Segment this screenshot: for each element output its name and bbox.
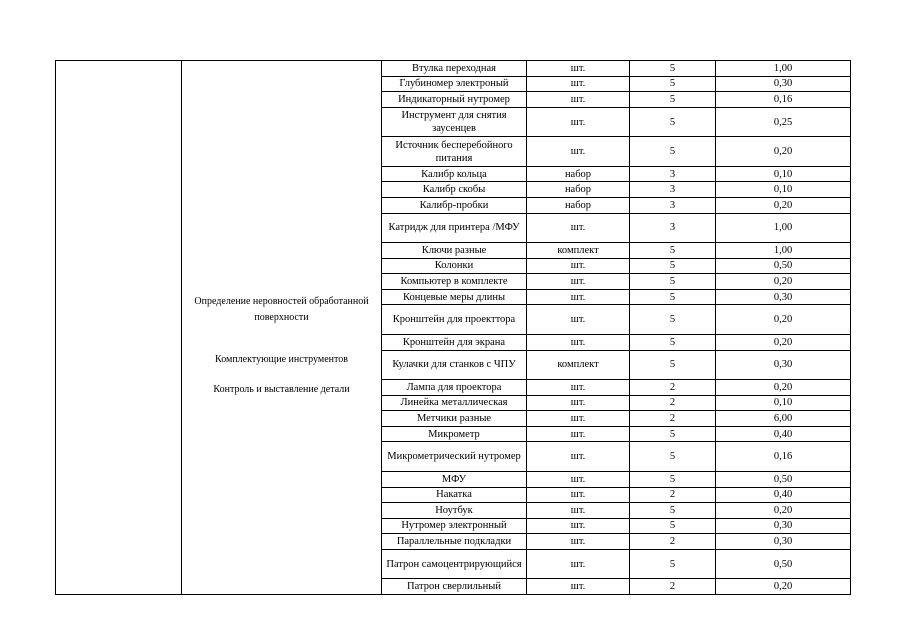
quantity-cell: 2 (630, 380, 716, 396)
unit-cell: шт. (527, 518, 630, 534)
item-name-cell: Калибр-пробки (382, 197, 527, 213)
item-name-cell: Параллельные подкладки (382, 534, 527, 550)
quantity-cell: 2 (630, 395, 716, 411)
value-cell: 0,30 (716, 76, 851, 92)
section-spacer (184, 368, 379, 382)
unit-cell: набор (527, 166, 630, 182)
unit-cell: шт. (527, 442, 630, 472)
item-name-cell: Кулачки для станков с ЧПУ (382, 350, 527, 380)
unit-cell: шт. (527, 411, 630, 427)
item-name-cell: Линейка металлическая (382, 395, 527, 411)
unit-cell: шт. (527, 395, 630, 411)
unit-cell: шт. (527, 503, 630, 519)
value-cell: 0,30 (716, 518, 851, 534)
value-cell: 0,10 (716, 166, 851, 182)
quantity-cell: 5 (630, 243, 716, 259)
quantity-cell: 2 (630, 534, 716, 550)
quantity-cell: 5 (630, 76, 716, 92)
item-name-cell: Кронштейн для проекттора (382, 305, 527, 335)
table-row (56, 61, 851, 77)
quantity-cell: 5 (630, 518, 716, 534)
section-block (184, 257, 379, 398)
value-cell: 0,20 (716, 579, 851, 595)
unit-cell: шт. (527, 76, 630, 92)
value-cell: 0,20 (716, 305, 851, 335)
unit-cell: шт. (527, 534, 630, 550)
unit-cell: шт. (527, 549, 630, 579)
unit-cell: шт. (527, 289, 630, 305)
equipment-table-body (56, 61, 851, 595)
value-cell: 0,20 (716, 137, 851, 167)
value-cell: 0,20 (716, 503, 851, 519)
quantity-cell: 5 (630, 503, 716, 519)
item-name-cell: Патрон сверлильный (382, 579, 527, 595)
value-cell: 0,50 (716, 471, 851, 487)
quantity-cell: 5 (630, 92, 716, 108)
quantity-cell: 5 (630, 258, 716, 274)
quantity-cell: 3 (630, 213, 716, 243)
unit-cell: шт. (527, 137, 630, 167)
equipment-table (55, 60, 851, 595)
section-label-3: Контроль и выставление детали (213, 383, 350, 395)
item-name-cell: Метчики разные (382, 411, 527, 427)
unit-cell: шт. (527, 258, 630, 274)
quantity-cell: 2 (630, 487, 716, 503)
item-name-cell: Глубиномер электроный (382, 76, 527, 92)
unit-cell: набор (527, 197, 630, 213)
item-name-cell: Патрон самоцентрирующийся (382, 549, 527, 579)
item-name-cell: Микрометрический нутромер (382, 442, 527, 472)
quantity-cell: 5 (630, 471, 716, 487)
value-cell: 0,50 (716, 258, 851, 274)
value-cell: 0,25 (716, 107, 851, 137)
item-name-cell: Нутромер электронный (382, 518, 527, 534)
value-cell: 0,20 (716, 334, 851, 350)
item-name-cell: Источник бесперебойного питания (382, 137, 527, 167)
value-cell: 0,20 (716, 380, 851, 396)
value-cell: 0,30 (716, 534, 851, 550)
unit-cell: комплект (527, 350, 630, 380)
unit-cell: шт. (527, 107, 630, 137)
item-name-cell: Калибр кольца (382, 166, 527, 182)
quantity-cell: 5 (630, 289, 716, 305)
unit-cell: набор (527, 182, 630, 198)
unit-cell: комплект (527, 243, 630, 259)
value-cell: 0,16 (716, 92, 851, 108)
quantity-cell: 5 (630, 549, 716, 579)
unit-cell: шт. (527, 305, 630, 335)
quantity-cell: 5 (630, 334, 716, 350)
blank-column-cell (56, 61, 182, 595)
item-name-cell: Калибр скобы (382, 182, 527, 198)
unit-cell: шт. (527, 471, 630, 487)
value-cell: 0,30 (716, 289, 851, 305)
unit-cell: шт. (527, 213, 630, 243)
quantity-cell: 5 (630, 350, 716, 380)
unit-cell: шт. (527, 487, 630, 503)
value-cell: 0,20 (716, 274, 851, 290)
section-spacer (184, 326, 379, 352)
value-cell: 0,10 (716, 182, 851, 198)
unit-cell: шт. (527, 579, 630, 595)
item-name-cell: Лампа для проектора (382, 380, 527, 396)
value-cell: 0,16 (716, 442, 851, 472)
item-name-cell: Индикаторный нутромер (382, 92, 527, 108)
quantity-cell: 5 (630, 305, 716, 335)
value-cell: 0,30 (716, 350, 851, 380)
value-cell: 1,00 (716, 213, 851, 243)
value-cell: 0,10 (716, 395, 851, 411)
item-name-cell: Концевые меры длины (382, 289, 527, 305)
item-name-cell: Колонки (382, 258, 527, 274)
item-name-cell: Кронштейн для экрана (382, 334, 527, 350)
item-name-cell: Втулка переходная (382, 61, 527, 77)
unit-cell: шт. (527, 61, 630, 77)
section-cell (182, 61, 382, 595)
section-label-1: Определение неровностей обработанной поверхности (194, 295, 369, 323)
value-cell: 0,50 (716, 549, 851, 579)
item-name-cell: Компьютер в комплекте (382, 274, 527, 290)
quantity-cell: 5 (630, 442, 716, 472)
item-name-cell: Накатка (382, 487, 527, 503)
value-cell: 0,40 (716, 487, 851, 503)
value-cell: 0,20 (716, 197, 851, 213)
value-cell: 1,00 (716, 243, 851, 259)
unit-cell: шт. (527, 334, 630, 350)
quantity-cell: 5 (630, 107, 716, 137)
quantity-cell: 3 (630, 182, 716, 198)
unit-cell: шт. (527, 380, 630, 396)
value-cell: 1,00 (716, 61, 851, 77)
quantity-cell: 3 (630, 197, 716, 213)
quantity-cell: 5 (630, 274, 716, 290)
quantity-cell: 2 (630, 411, 716, 427)
quantity-cell: 2 (630, 579, 716, 595)
quantity-cell: 5 (630, 61, 716, 77)
value-cell: 0,40 (716, 426, 851, 442)
unit-cell: шт. (527, 274, 630, 290)
value-cell: 6,00 (716, 411, 851, 427)
quantity-cell: 5 (630, 137, 716, 167)
item-name-cell: Катридж для принтера /МФУ (382, 213, 527, 243)
section-label-2: Комплектующие инструментов (215, 353, 348, 365)
item-name-cell: МФУ (382, 471, 527, 487)
quantity-cell: 3 (630, 166, 716, 182)
item-name-cell: Инструмент для снятия заусенцев (382, 107, 527, 137)
unit-cell: шт. (527, 92, 630, 108)
item-name-cell: Ноутбук (382, 503, 527, 519)
unit-cell: шт. (527, 426, 630, 442)
item-name-cell: Ключи разные (382, 243, 527, 259)
quantity-cell: 5 (630, 426, 716, 442)
item-name-cell: Микрометр (382, 426, 527, 442)
